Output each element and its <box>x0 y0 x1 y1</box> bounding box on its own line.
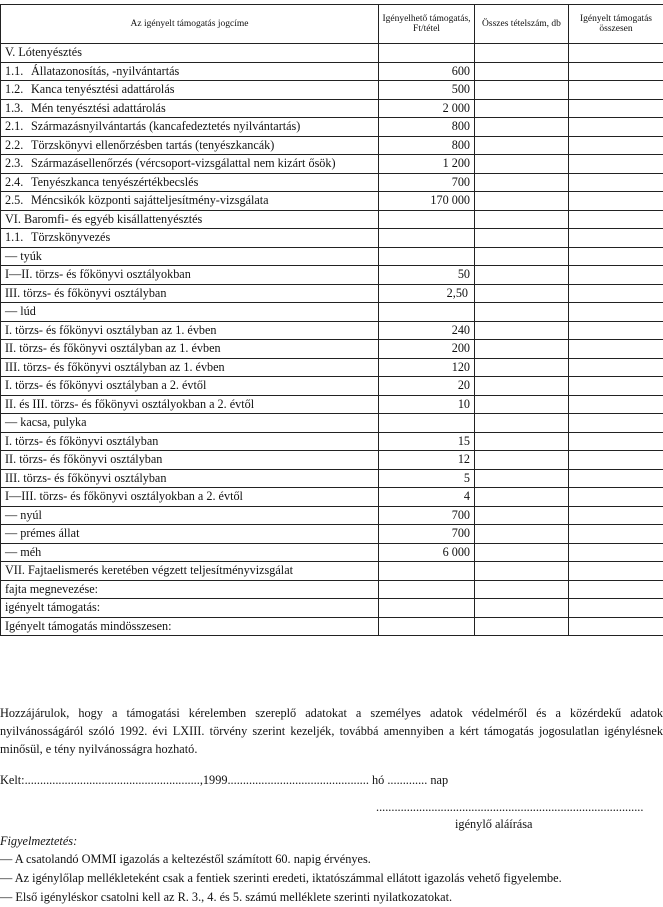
unit-support-cell: 6 000 <box>379 543 475 562</box>
table-row <box>1 44 663 63</box>
item-number: 1.3. <box>5 100 24 115</box>
item-label: III. törzs- és főkönyvi osztályban <box>5 285 167 300</box>
signature-line: ....................................................................................... <box>376 800 644 814</box>
table-row <box>1 617 663 636</box>
claim-label-cell <box>1 340 379 359</box>
total-support-cell[interactable] <box>569 247 663 266</box>
claim-label-cell <box>1 62 379 81</box>
total-support-cell[interactable] <box>569 543 663 562</box>
item-count-cell[interactable] <box>475 266 569 285</box>
item-count-cell[interactable] <box>475 599 569 618</box>
item-count-cell[interactable] <box>475 210 569 229</box>
unit-support-cell: 700 <box>379 525 475 544</box>
table-row <box>1 210 663 229</box>
item-label: Igényelt támogatás mindösszesen: <box>5 618 172 633</box>
claim-label-cell <box>1 395 379 414</box>
item-label: Törzskönyvezés <box>31 230 111 244</box>
table-row <box>1 173 663 192</box>
total-support-cell[interactable] <box>569 321 663 340</box>
item-count-cell[interactable] <box>475 358 569 377</box>
total-support-cell[interactable] <box>569 284 663 303</box>
total-support-cell[interactable] <box>569 136 663 155</box>
total-support-cell[interactable] <box>569 525 663 544</box>
table-row <box>1 266 663 285</box>
item-count-cell[interactable] <box>475 395 569 414</box>
item-label: Származásellenőrzés (vércsoport-vizsgálattal nem kizárt ősök) <box>31 156 336 170</box>
table-row <box>1 525 663 544</box>
unit-support-cell <box>379 617 475 636</box>
claim-label-cell <box>1 469 379 488</box>
total-support-cell[interactable] <box>569 377 663 396</box>
unit-support-cell <box>379 229 475 248</box>
claim-label-cell <box>1 599 379 618</box>
total-support-cell[interactable] <box>569 340 663 359</box>
table-row <box>1 432 663 451</box>
total-support-cell[interactable] <box>569 118 663 137</box>
item-label: V. Lótenyésztés <box>5 45 82 59</box>
unit-support-cell: 200 <box>379 340 475 359</box>
unit-support-cell <box>379 210 475 229</box>
table-row <box>1 118 663 137</box>
header-total-support: Igényelt támogatás összesen <box>569 5 663 44</box>
item-count-cell[interactable] <box>475 414 569 433</box>
signature-label: igénylő aláírása <box>455 817 533 831</box>
item-count-cell[interactable] <box>475 284 569 303</box>
total-support-cell[interactable] <box>569 266 663 285</box>
claim-label-cell <box>1 358 379 377</box>
table-row <box>1 62 663 81</box>
item-count-cell[interactable] <box>475 81 569 100</box>
table-header-row <box>1 5 663 44</box>
item-count-cell[interactable] <box>475 469 569 488</box>
total-support-cell[interactable] <box>569 617 663 636</box>
date-line: Kelt:.........................................................,1999.............................................. hó ............. nap <box>0 773 449 787</box>
item-count-cell[interactable] <box>475 136 569 155</box>
claim-label-cell <box>1 321 379 340</box>
item-number: 1.2. <box>5 82 24 96</box>
warning-title: Figyelmeztetés: <box>0 834 78 848</box>
total-support-cell[interactable] <box>569 432 663 451</box>
total-support-cell[interactable] <box>569 303 663 322</box>
item-label: VI. Baromfi- és egyéb kisállattenyésztés <box>5 211 203 226</box>
unit-support-cell: 10 <box>379 395 475 414</box>
table-row <box>1 451 663 470</box>
item-label: Származásnyilvántartás (kancafedeztetés nyilvántartás) <box>31 119 301 133</box>
table-row <box>1 414 663 433</box>
claim-label-cell <box>1 414 379 433</box>
unit-support-cell: 20 <box>379 377 475 396</box>
unit-support-cell: 2 000 <box>379 99 475 118</box>
item-label: Tenyészkanca tenyészértékbecslés <box>31 174 199 189</box>
unit-support-cell <box>379 599 475 618</box>
total-support-cell[interactable] <box>569 414 663 433</box>
item-number: 1.1. <box>5 230 24 244</box>
table-row <box>1 229 663 248</box>
item-count-cell[interactable] <box>475 543 569 562</box>
claim-label-cell <box>1 525 379 544</box>
claim-label-cell <box>1 210 379 229</box>
item-label: Törzskönyvi ellenőrzésben tartás (tenyészkancák) <box>31 137 275 152</box>
item-count-cell[interactable] <box>475 377 569 396</box>
unit-support-cell: 800 <box>379 136 475 155</box>
item-count-cell[interactable] <box>475 580 569 599</box>
item-number: 1.1. <box>5 63 24 78</box>
item-number: 2.4. <box>5 174 24 189</box>
total-support-cell[interactable] <box>569 451 663 470</box>
item-count-cell[interactable] <box>475 62 569 81</box>
item-label: Méncsikók központi sajátteljesítmény-vizsgálata <box>31 193 269 207</box>
total-support-cell[interactable] <box>569 469 663 488</box>
total-support-cell[interactable] <box>569 210 663 229</box>
item-count-cell[interactable] <box>475 488 569 507</box>
table-row <box>1 377 663 396</box>
table-row <box>1 99 663 118</box>
table-row <box>1 303 663 322</box>
item-label: — tyúk <box>5 248 42 263</box>
total-support-cell[interactable] <box>569 62 663 81</box>
claim-label-cell <box>1 451 379 470</box>
item-label: — nyúl <box>5 507 42 522</box>
claim-label-cell <box>1 617 379 636</box>
item-count-cell[interactable] <box>475 303 569 322</box>
unit-support-cell: 50 <box>379 266 475 285</box>
item-count-cell[interactable] <box>475 247 569 266</box>
support-claim-table <box>0 4 663 636</box>
unit-support-cell: 240 <box>379 321 475 340</box>
claim-label-cell <box>1 580 379 599</box>
unit-support-cell: 700 <box>379 506 475 525</box>
unit-support-cell: 15 <box>379 432 475 451</box>
total-support-cell[interactable] <box>569 155 663 174</box>
header-item-count: Összes tételszám, db <box>475 5 569 44</box>
claim-label-cell <box>1 562 379 581</box>
item-count-cell[interactable] <box>475 525 569 544</box>
claim-label-cell <box>1 284 379 303</box>
item-count-cell[interactable] <box>475 451 569 470</box>
table-row <box>1 192 663 211</box>
claim-label-cell <box>1 44 379 63</box>
total-support-cell[interactable] <box>569 506 663 525</box>
table-row <box>1 321 663 340</box>
total-support-cell[interactable] <box>569 173 663 192</box>
item-label: Állatazonosítás, -nyilvántartás <box>31 63 180 78</box>
claim-label-cell <box>1 192 379 211</box>
warning-item: — Első igényléskor csatolni kell az R. 3., 4. és 5. számú melléklete szerinti nyilatkozatokat. <box>0 890 453 904</box>
table-row <box>1 284 663 303</box>
consent-paragraph: Hozzájárulok, hogy a támogatási kérelemben szereplő adatokat a személyes adatok védelméről és a közérdekű adatok nyilvánosságáról szóló 1992. évi LXIII. törvény szerint kezeljék, továbbá amennyiben a kért támogatás jogosulatlan igénylésnek minősül, e tény nyilvánosságra hozható. <box>0 706 663 756</box>
claim-label-cell <box>1 377 379 396</box>
total-support-cell[interactable] <box>569 358 663 377</box>
total-support-cell[interactable] <box>569 99 663 118</box>
claim-label-cell <box>1 506 379 525</box>
unit-support-cell: 1 200 <box>379 155 475 174</box>
claim-label-cell <box>1 266 379 285</box>
item-label: Mén tenyésztési adattárolás <box>31 100 166 115</box>
item-count-cell[interactable] <box>475 617 569 636</box>
item-label: II. törzs- és főkönyvi osztályban <box>5 452 163 466</box>
item-label: fajta megnevezése: <box>5 581 99 596</box>
unit-support-cell: 4 <box>379 488 475 507</box>
item-label: III. törzs- és főkönyvi osztályban <box>5 470 167 485</box>
item-label: — prémes állat <box>5 526 80 540</box>
item-label: I—III. törzs- és főkönyvi osztályokban a 2. évtől <box>5 489 243 503</box>
unit-support-cell: 170 000 <box>379 192 475 211</box>
item-label: II. és III. törzs- és főkönyvi osztályokban a 2. évtől <box>5 396 255 411</box>
warning-item: — A csatolandó OMMI igazolás a keltezéstől számított 60. napig érvényes. <box>0 852 371 866</box>
unit-support-cell: 700 <box>379 173 475 192</box>
item-label: I. törzs- és főkönyvi osztályban <box>5 433 159 448</box>
table-row <box>1 155 663 174</box>
item-label: — lúd <box>5 304 36 318</box>
item-label: I—II. törzs- és főkönyvi osztályokban <box>5 267 191 281</box>
unit-support-cell: 12 <box>379 451 475 470</box>
item-count-cell[interactable] <box>475 44 569 63</box>
table-row <box>1 247 663 266</box>
item-count-cell[interactable] <box>475 229 569 248</box>
table-row <box>1 358 663 377</box>
item-label: igényelt támogatás: <box>5 600 101 614</box>
unit-support-cell: 800 <box>379 118 475 137</box>
item-count-cell[interactable] <box>475 321 569 340</box>
table-row <box>1 506 663 525</box>
unit-support-cell <box>379 247 475 266</box>
total-support-cell[interactable] <box>569 229 663 248</box>
unit-support-cell <box>379 44 475 63</box>
item-number: 2.1. <box>5 119 24 133</box>
warning-item: — Az igénylőlap mellékleteként csak a fentiek szerinti eredeti, iktatószámmal ellátott igazolás vehető figyelembe. <box>0 871 562 885</box>
table-row <box>1 488 663 507</box>
unit-support-cell: 600 <box>379 62 475 81</box>
unit-support-cell: 2,50 <box>379 284 475 303</box>
item-label: III. törzs- és főkönyvi osztályban az 1. évben <box>5 359 225 374</box>
claim-label-cell <box>1 247 379 266</box>
item-number: 2.5. <box>5 193 24 207</box>
item-count-cell[interactable] <box>475 432 569 451</box>
total-support-cell[interactable] <box>569 580 663 599</box>
claim-label-cell <box>1 99 379 118</box>
item-count-cell[interactable] <box>475 192 569 211</box>
unit-support-cell <box>379 303 475 322</box>
unit-support-cell: 5 <box>379 469 475 488</box>
claim-label-cell <box>1 118 379 137</box>
item-count-cell[interactable] <box>475 173 569 192</box>
claim-label-cell <box>1 432 379 451</box>
item-label: Kanca tenyésztési adattárolás <box>31 82 175 96</box>
table-row <box>1 395 663 414</box>
total-support-cell[interactable] <box>569 44 663 63</box>
unit-support-cell <box>379 580 475 599</box>
item-count-cell[interactable] <box>475 506 569 525</box>
item-count-cell[interactable] <box>475 562 569 581</box>
item-label: II. törzs- és főkönyvi osztályban az 1. évben <box>5 341 221 355</box>
item-count-cell[interactable] <box>475 155 569 174</box>
item-number: 2.2. <box>5 137 24 152</box>
claim-label-cell <box>1 488 379 507</box>
claim-label-cell <box>1 173 379 192</box>
item-label: I. törzs- és főkönyvi osztályban az 1. évben <box>5 322 217 337</box>
item-count-cell[interactable] <box>475 99 569 118</box>
item-label: — kacsa, pulyka <box>5 415 87 429</box>
table-row <box>1 599 663 618</box>
item-label: VII. Fajtaelismerés keretében végzett teljesítményvizsgálat <box>5 563 293 577</box>
unit-support-cell <box>379 562 475 581</box>
unit-support-cell <box>379 414 475 433</box>
total-support-cell[interactable] <box>569 599 663 618</box>
table-row <box>1 469 663 488</box>
claim-label-cell <box>1 229 379 248</box>
unit-support-cell: 500 <box>379 81 475 100</box>
total-support-cell[interactable] <box>569 488 663 507</box>
table-row <box>1 543 663 562</box>
table-body <box>1 44 663 636</box>
claim-label-cell <box>1 155 379 174</box>
table-row <box>1 562 663 581</box>
claim-label-cell <box>1 136 379 155</box>
table-row <box>1 136 663 155</box>
table-row <box>1 340 663 359</box>
item-count-cell[interactable] <box>475 340 569 359</box>
unit-support-cell: 120 <box>379 358 475 377</box>
total-support-cell[interactable] <box>569 562 663 581</box>
table-row <box>1 81 663 100</box>
claim-label-cell <box>1 543 379 562</box>
claim-label-cell <box>1 303 379 322</box>
item-count-cell[interactable] <box>475 118 569 137</box>
item-number: 2.3. <box>5 156 24 170</box>
claim-label-cell <box>1 81 379 100</box>
total-support-cell[interactable] <box>569 395 663 414</box>
total-support-cell[interactable] <box>569 192 663 211</box>
item-label: — méh <box>5 544 42 559</box>
header-unit-support: Igényelhető támogatás, Ft/tétel <box>379 5 475 44</box>
item-label: I. törzs- és főkönyvi osztályban a 2. évtől <box>5 378 207 392</box>
header-claim-title: Az igényelt támogatás jogcíme <box>1 5 379 44</box>
table-row <box>1 580 663 599</box>
total-support-cell[interactable] <box>569 81 663 100</box>
